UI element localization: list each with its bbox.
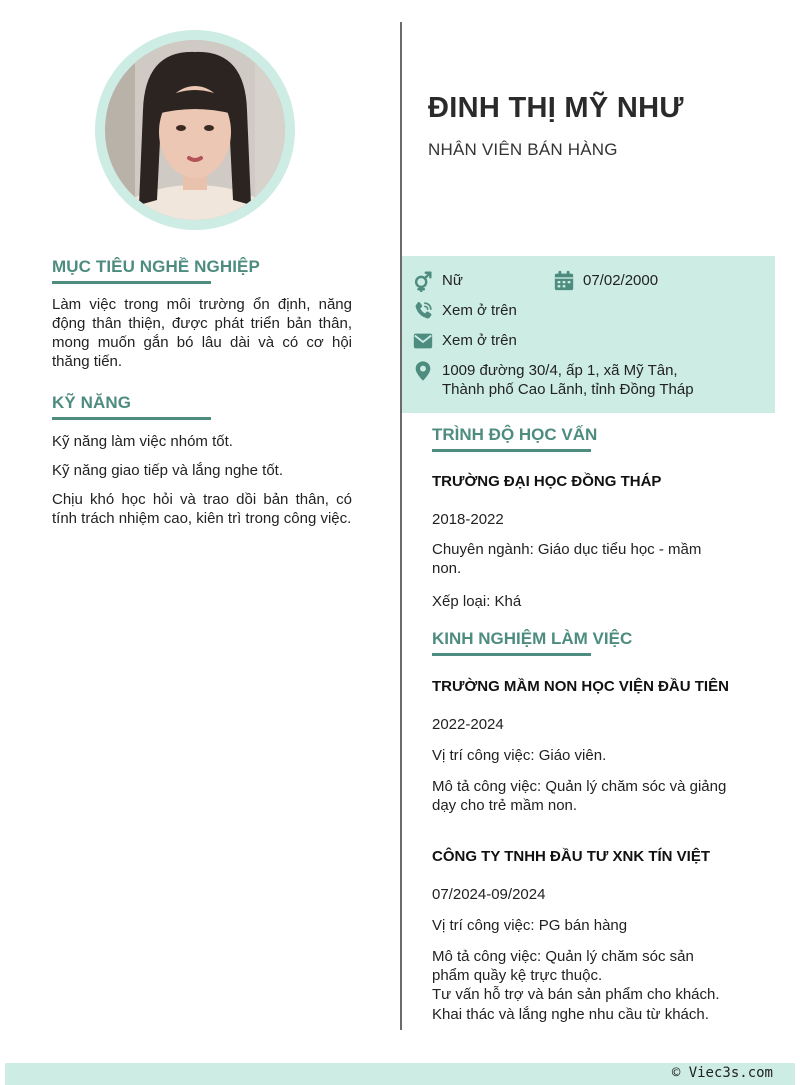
skills-title-text: KỸ NĂNG: [52, 393, 132, 412]
skill-item: Chịu khó học hỏi và trao dồi bản thân, có tính trách nhiệm cao, kiên trì trong công việc.: [52, 491, 352, 527]
phone-icon: [412, 300, 434, 322]
experience-title-text: KINH NGHIỆM LÀM VIỆC: [432, 629, 633, 648]
job-description: Mô tả công việc: Quản lý chăm sóc và giảng dạy cho trẻ mầm non.: [432, 778, 727, 814]
job-description: Tư vấn hỗ trợ và bán sản phẩm cho khách.: [432, 986, 720, 1003]
education-title-underline: [432, 449, 591, 452]
education-title: [432, 425, 597, 445]
education-school: TRƯỜNG ĐẠI HỌC ĐỒNG THÁP: [432, 473, 662, 490]
email-value: Xem ở trên: [442, 332, 517, 349]
education-rank: Xếp loại: Khá: [432, 593, 522, 610]
job-description: Khai thác và lắng nghe nhu cầu từ khách.: [432, 1006, 709, 1023]
column-divider: [400, 22, 402, 1030]
birthday-value: 07/02/2000: [583, 272, 659, 289]
footer-copyright: © Viec3s.com: [671, 1065, 773, 1081]
job-position: Vị trí công việc: PG bán hàng: [432, 917, 628, 934]
skills-title: [52, 393, 131, 413]
candidate-name: ĐINH THỊ MỸ NHƯ: [428, 92, 684, 124]
job-period: 07/2024-09/2024: [432, 886, 546, 903]
experience-title: [432, 629, 632, 649]
objective-title-text: MỤC TIÊU NGHỀ NGHIỆP: [52, 257, 260, 276]
candidate-job-title: NHÂN VIÊN BÁN HÀNG: [428, 140, 618, 159]
skill-item: Kỹ năng làm việc nhóm tốt.: [52, 433, 233, 450]
job-org: TRƯỜNG MẦM NON HỌC VIỆN ĐẦU TIÊN: [432, 678, 729, 695]
phone-value: Xem ở trên: [442, 302, 517, 319]
job-period: 2022-2024: [432, 716, 504, 733]
address-line-2: Thành phố Cao Lãnh, tỉnh Đồng Tháp: [442, 381, 694, 398]
objective-title-underline: [52, 281, 211, 284]
objective-text: Làm việc trong môi trường ổn định, năng động thân thiện, được phát triển bản thân, mong muốn gắn bó lâu dài và có cơ hội thăng tiến.: [52, 296, 352, 370]
avatar: [105, 40, 285, 220]
avatar-photo: [105, 40, 285, 220]
education-major: Chuyên ngành: Giáo dục tiểu học - mầm non.: [432, 541, 702, 577]
calendar-icon: [553, 270, 575, 292]
objective-title: [52, 257, 260, 277]
gender-icon: [412, 270, 434, 292]
education-period: 2018-2022: [432, 511, 504, 528]
skill-item: Kỹ năng giao tiếp và lắng nghe tốt.: [52, 462, 284, 479]
job-org: CÔNG TY TNHH ĐẦU TƯ XNK TÍN VIỆT: [432, 848, 711, 865]
location-icon: [412, 360, 434, 382]
skills-title-underline: [52, 417, 211, 420]
job-position: Vị trí công việc: Giáo viên.: [432, 747, 607, 764]
experience-title-underline: [432, 653, 591, 656]
education-title-text: TRÌNH ĐỘ HỌC VẤN: [432, 425, 598, 444]
address-line-1: 1009 đường 30/4, ấp 1, xã Mỹ Tân,: [442, 362, 678, 379]
footer-bar: [5, 1063, 795, 1085]
job-description: Mô tả công việc: Quản lý chăm sóc sản phẩm quầy kệ trực thuộc.: [432, 948, 694, 984]
gender-value: Nữ: [442, 272, 463, 289]
email-icon: [412, 330, 434, 352]
